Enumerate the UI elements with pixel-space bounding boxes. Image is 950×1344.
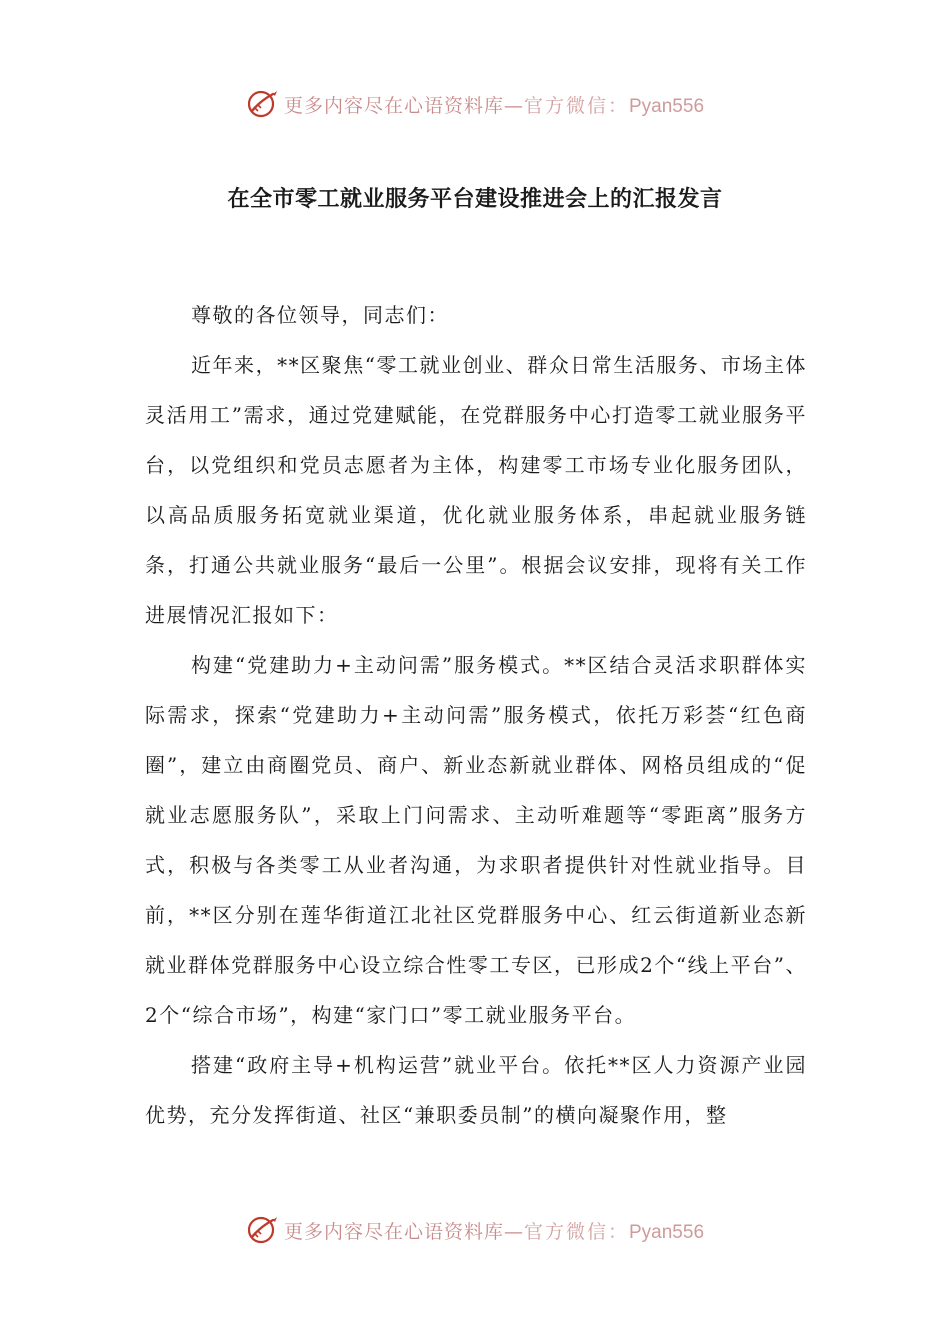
pen-logo-icon [246,1213,280,1247]
document-title: 在全市零工就业服务平台建设推进会上的汇报发言 [227,187,723,212]
watermark-separator: — [503,94,524,117]
watermark-wechat-id: Pyan556 [629,1221,705,1243]
watermark-text [284,1217,704,1244]
watermark-brand: 更多内容尽在心语资料库 [283,94,504,117]
watermark-footer [0,1208,950,1252]
watermark-header [0,82,950,126]
intro-paragraph: 近年来，**区聚焦“零工就业创业、群众日常生活服务、市场主体灵活用工”需求，通过党建赋能，在党群服务中心打造零工就业服务平台，以党组织和党员志愿者为主体，构建零工市场专业化服务团队，以高品质服务拓宽就业渠道，优化就业服务体系，串起就业服务链条，打通公共就业服务“最后一公里”。根据会议安排，现将有关工作进展情况汇报如下： [145,353,807,627]
watermark-wechat-id: Pyan556 [629,95,705,117]
watermark-separator: — [503,1220,524,1243]
watermark-wechat-label: 官方微信： [523,94,629,117]
salutation-paragraph: 尊敬的各位领导，同志们： [191,303,449,327]
watermark-brand: 更多内容尽在心语资料库 [283,1220,504,1243]
platform-paragraph: 搭建“政府主导+机构运营”就业平台。依托**区人力资源产业园优势，充分发挥街道、社区“兼职委员制”的横向凝聚作用，整 [145,1053,807,1127]
document-body [145,290,807,1140]
watermark-text [284,91,704,118]
service-model-paragraph: 构建“党建助力+主动问需”服务模式。**区结合灵活求职群体实际需求，探索“党建助力+主动问需”服务模式，依托万彩荟“红色商圈”，建立由商圈党员、商户、新业态新就业群体、网格员组成的“促就业志愿服务队”，采取上门问需求、主动听难题等“零距离”服务方式，积极与各类零工从业者沟通，为求职者提供针对性就业指导。目前，**区分别在莲华街道江北社区党群服务中心、红云街道新业态新就业群体党群服务中心设立综合性零工专区，已形成2个“线上平台”、2个“综合市场”，构建“家门口”零工就业服务平台。 [145,653,807,1027]
watermark-wechat-label: 官方微信： [523,1220,629,1243]
pen-logo-icon [246,87,280,121]
